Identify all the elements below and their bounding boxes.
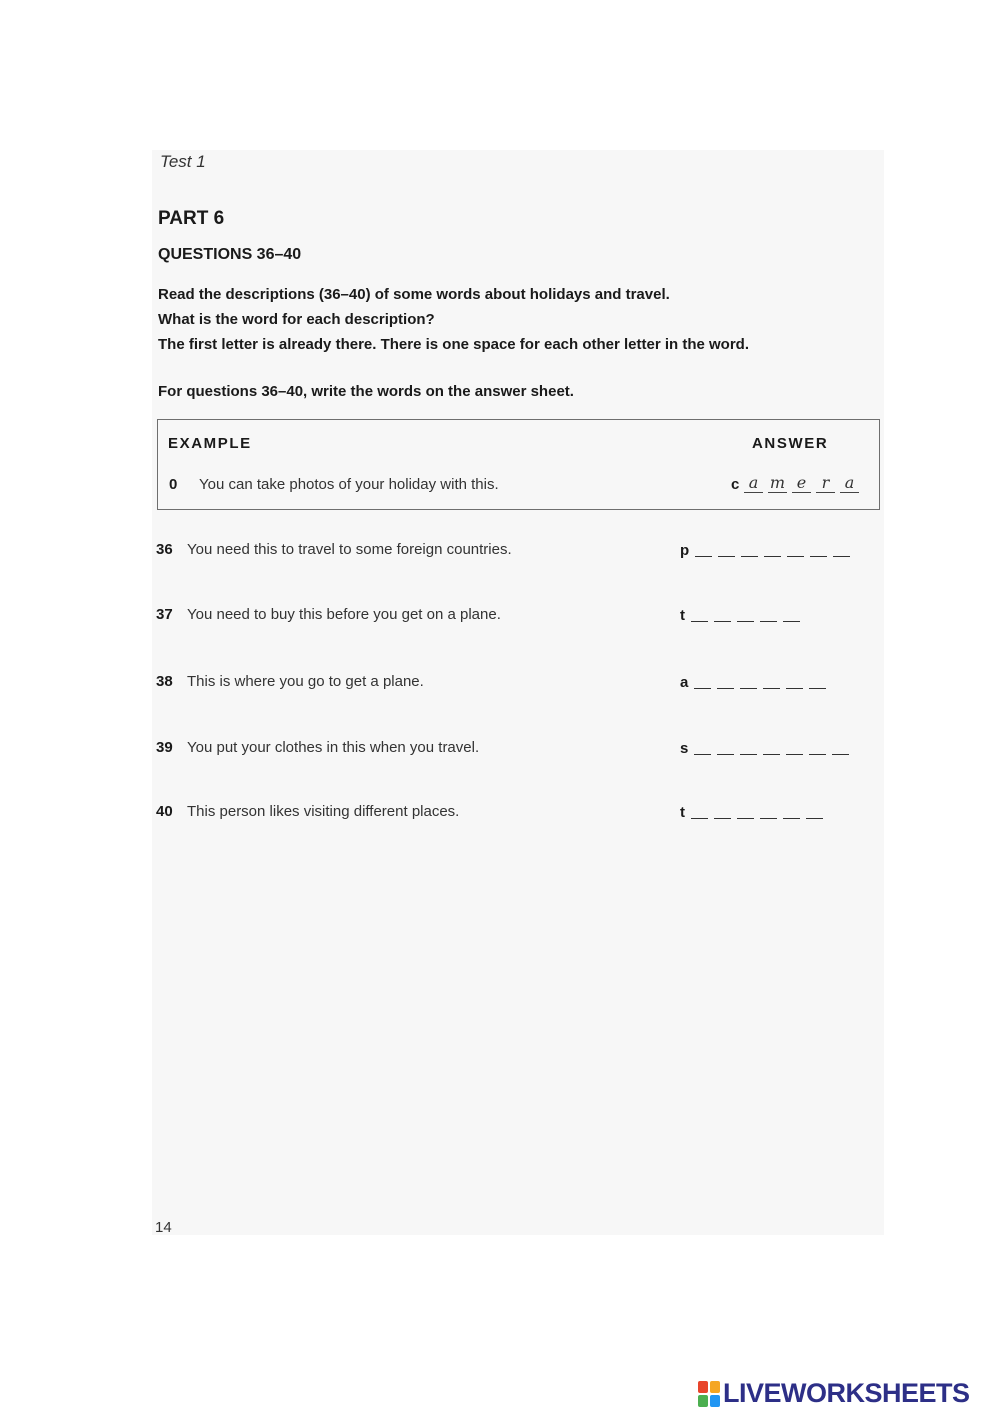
answer-blanks[interactable]: [680, 739, 855, 759]
instruction-3: The first letter is already there. There is one space for each other letter in the word.: [158, 336, 750, 353]
example-letter: m: [769, 473, 786, 492]
example-first-letter: c: [731, 476, 740, 493]
question-36: [156, 541, 866, 565]
answer-heading: ANSWER: [752, 435, 829, 452]
example-letter: a: [744, 473, 763, 493]
letter-blank[interactable]: [806, 818, 823, 820]
letter-blank[interactable]: [832, 754, 849, 756]
letter-blank[interactable]: [694, 688, 711, 690]
example-number: 0: [169, 476, 178, 493]
answer-blanks[interactable]: [680, 803, 829, 823]
letter-blank[interactable]: [786, 754, 803, 756]
question-text: You need to buy this before you get on a plane.: [187, 606, 501, 623]
letter-blank[interactable]: [740, 688, 757, 690]
letter-blank[interactable]: [783, 621, 800, 623]
letter-blank[interactable]: [714, 818, 731, 820]
logo-square-icon: [710, 1381, 720, 1393]
example-answer-letters: [744, 473, 859, 493]
letter-blank[interactable]: [763, 688, 780, 690]
letter-blank[interactable]: [810, 556, 827, 558]
question-text: This is where you go to get a plane.: [187, 673, 424, 690]
logo-square-icon: [710, 1395, 720, 1407]
test-label: Test 1: [160, 152, 206, 171]
letter-blank[interactable]: [764, 556, 781, 558]
question-number: 37: [156, 606, 173, 623]
liveworksheets-logo-icon: [698, 1381, 720, 1407]
example-heading: EXAMPLE: [168, 435, 252, 452]
letter-blank[interactable]: [833, 556, 850, 558]
first-letter: t: [680, 804, 685, 821]
letter-blank[interactable]: [786, 688, 803, 690]
letter-blank[interactable]: [741, 556, 758, 558]
letter-blank[interactable]: [760, 621, 777, 623]
example-letter: r: [816, 473, 835, 493]
answer-blanks[interactable]: [680, 673, 832, 693]
logo-square-icon: [698, 1395, 708, 1407]
letter-blank[interactable]: [783, 818, 800, 820]
example-box: [157, 419, 880, 510]
letter-blank[interactable]: [695, 556, 712, 558]
instruction-2: What is the word for each description?: [158, 311, 435, 328]
example-letter: e: [792, 473, 811, 493]
questions-title: QUESTIONS 36–40: [158, 246, 302, 263]
letter-blank[interactable]: [809, 688, 826, 690]
answer-blanks[interactable]: [680, 606, 806, 626]
letter-blank[interactable]: [787, 556, 804, 558]
answer-blanks[interactable]: [680, 541, 856, 561]
part-title: PART 6: [158, 208, 225, 229]
letter-blank[interactable]: [691, 621, 708, 623]
question-37: [156, 606, 866, 630]
letter-blank[interactable]: [737, 818, 754, 820]
logo-square-icon: [698, 1381, 708, 1393]
letter-blank[interactable]: [717, 688, 734, 690]
letter-blank[interactable]: [691, 818, 708, 820]
first-letter: p: [680, 542, 690, 559]
first-letter: s: [680, 740, 689, 757]
letter-blank[interactable]: [760, 818, 777, 820]
question-40: [156, 803, 866, 827]
liveworksheets-logo-text: LIVEWORKSHEETS: [723, 1378, 970, 1408]
example-letter: a: [840, 473, 859, 493]
page-number: 14: [155, 1219, 172, 1236]
liveworksheets-logo[interactable]: [698, 1378, 970, 1409]
letter-blank[interactable]: [717, 754, 734, 756]
letter-blank[interactable]: [694, 754, 711, 756]
instruction-4: For questions 36–40, write the words on the answer sheet.: [158, 383, 574, 400]
letter-blank[interactable]: [718, 556, 735, 558]
question-text: You need this to travel to some foreign countries.: [187, 541, 512, 558]
letter-blank[interactable]: [740, 754, 757, 756]
question-number: 39: [156, 739, 173, 756]
letter-blank[interactable]: [737, 621, 754, 623]
question-text: This person likes visiting different places.: [187, 803, 460, 820]
question-text: You put your clothes in this when you travel.: [187, 739, 480, 756]
question-number: 38: [156, 673, 173, 690]
question-number: 40: [156, 803, 173, 820]
question-39: [156, 739, 866, 763]
first-letter: t: [680, 607, 685, 624]
letter-blank[interactable]: [809, 754, 826, 756]
question-38: [156, 673, 866, 697]
instruction-1: Read the descriptions (36–40) of some words about holidays and travel.: [158, 286, 670, 303]
letter-blank[interactable]: [714, 621, 731, 623]
first-letter: a: [680, 674, 689, 691]
letter-blank[interactable]: [763, 754, 780, 756]
question-number: 36: [156, 541, 173, 558]
example-text: You can take photos of your holiday with this.: [199, 476, 499, 493]
